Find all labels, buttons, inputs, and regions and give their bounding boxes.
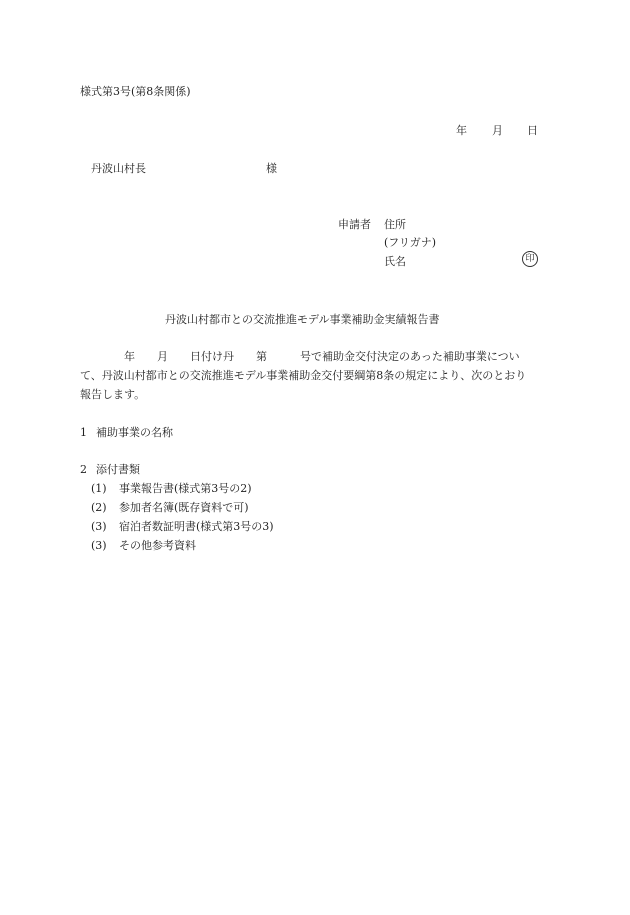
- attachment-item-text: その他参考資料: [119, 539, 196, 552]
- applicant-name-label: 氏名: [384, 255, 406, 268]
- form-number: 様式第3号(第8条関係): [80, 85, 191, 98]
- attachment-item-number: (3): [91, 539, 107, 552]
- section-1-title: 補助事業の名称: [96, 426, 173, 439]
- attachment-item-text: 宿泊者数証明書(様式第3号の3): [119, 520, 274, 533]
- section-2-title: 添付書類: [96, 463, 140, 476]
- section-1-number: 1: [80, 426, 87, 439]
- applicant-label: 申請者: [338, 218, 371, 231]
- body-line: て、丹波山村都市との交流推進モデル事業補助金交付要綱第8条の規定により、次のとおり: [80, 369, 527, 382]
- attachment-item-number: (3): [91, 520, 107, 533]
- applicant-furigana-label: (フリガナ): [384, 236, 437, 249]
- applicant-address-label: 住所: [384, 218, 406, 231]
- body-line: 年 月 日付け丹 第 号で補助金交付決定のあった補助事業につい: [124, 350, 520, 363]
- addressee-honorific: 様: [266, 162, 277, 175]
- seal-mark: 印: [522, 251, 538, 267]
- date-year: 年: [456, 124, 467, 137]
- attachment-item-number: (2): [91, 501, 107, 514]
- attachment-item-text: 事業報告書(様式第3号の2): [119, 482, 252, 495]
- attachment-item-text: 参加者名簿(既存資料で可): [119, 501, 249, 514]
- date-day: 日: [527, 124, 538, 137]
- date-month: 月: [492, 124, 503, 137]
- section-2-number: 2: [80, 463, 87, 476]
- report-body: [80, 347, 550, 404]
- attachment-item-number: (1): [91, 482, 107, 495]
- body-line: 報告します。: [80, 388, 146, 401]
- document-title: 丹波山村都市との交流推進モデル事業補助金実績報告書: [165, 313, 440, 326]
- addressee-name: 丹波山村長: [91, 162, 146, 175]
